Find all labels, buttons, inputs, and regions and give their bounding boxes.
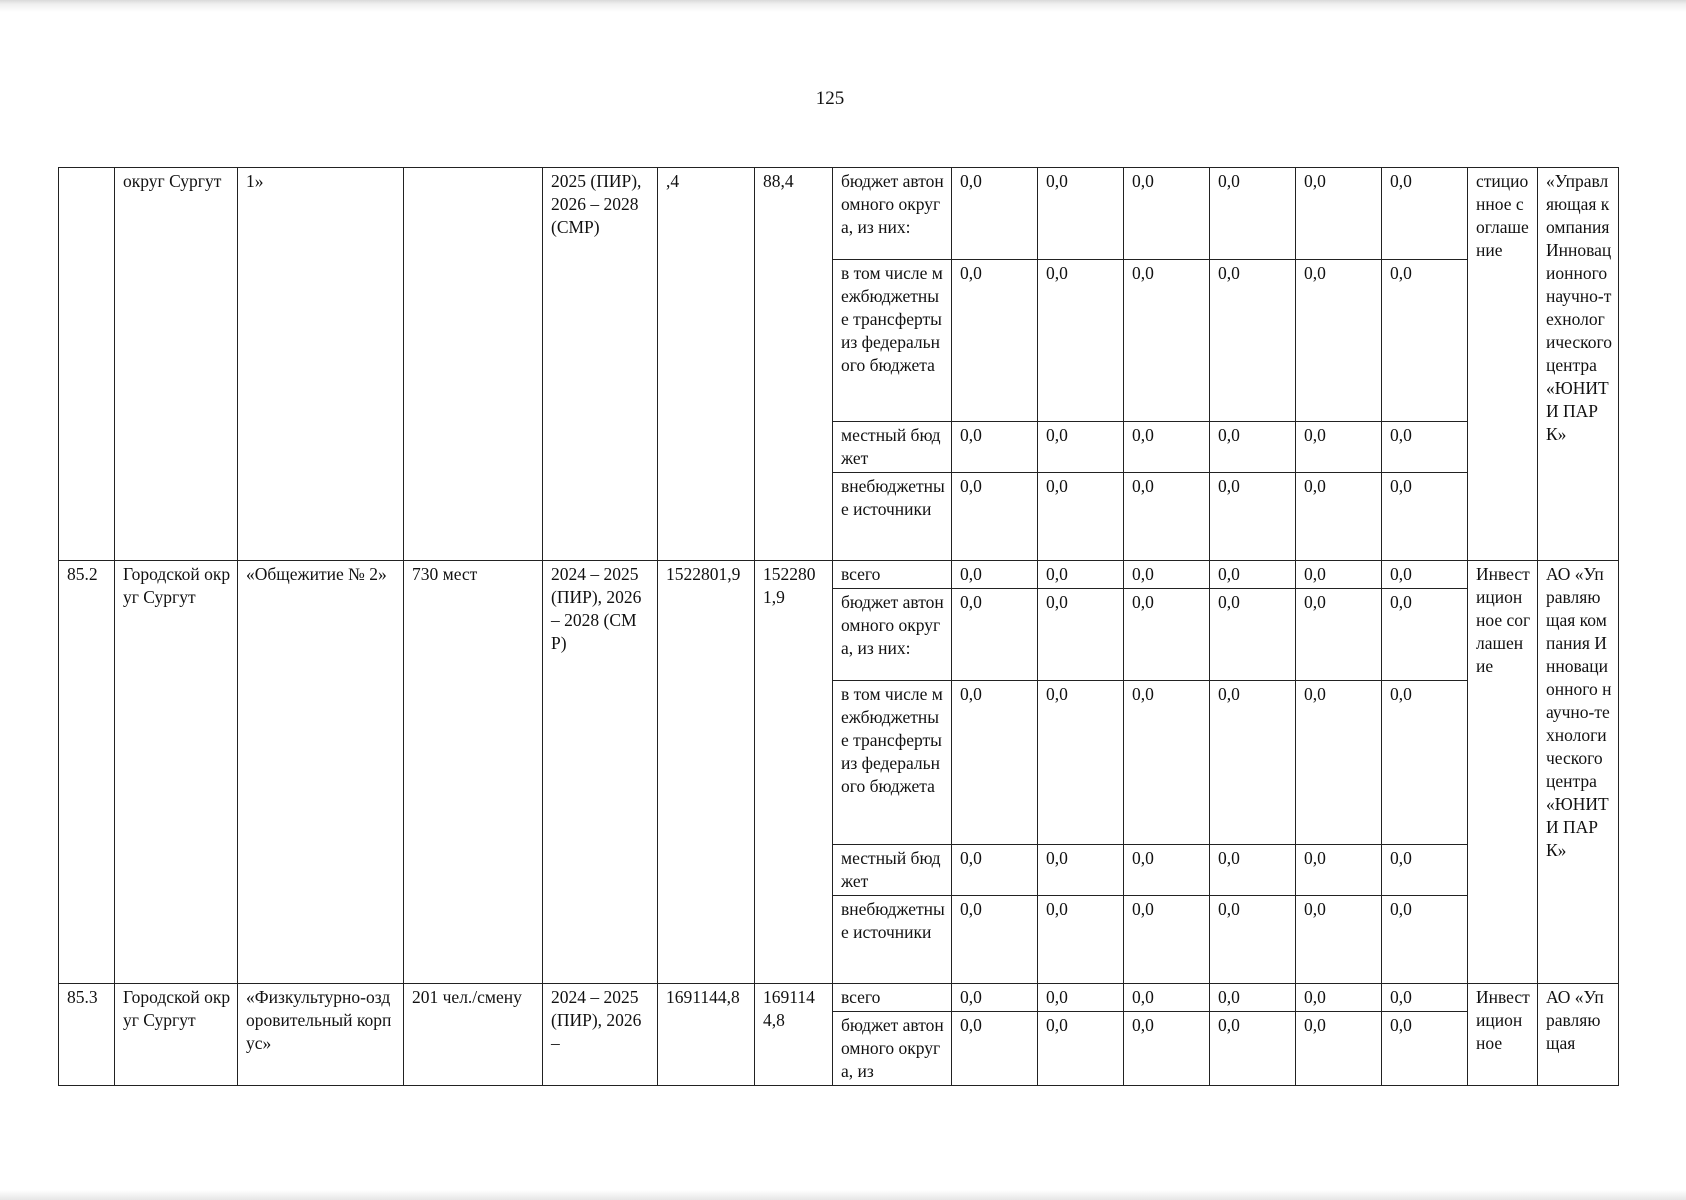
cell-source: в том числе межбюджетные трансферты из федерального бюджета xyxy=(833,260,952,422)
cell-number xyxy=(59,168,115,561)
cell-remaining-cost: 1691144,8 xyxy=(755,984,833,1086)
cell-value: 0,0 xyxy=(952,168,1038,260)
cell-value: 0,0 xyxy=(1382,1012,1468,1086)
cell-source: всего xyxy=(833,561,952,589)
cell-municipality: Городской округ Сургут xyxy=(115,561,238,984)
cell-value: 0,0 xyxy=(1124,896,1210,984)
cell-value: 0,0 xyxy=(1296,260,1382,422)
cell-mechanism: Инвестиционное соглашение xyxy=(1468,561,1538,984)
cell-value: 0,0 xyxy=(1038,473,1124,561)
table-row xyxy=(59,984,1619,1012)
cell-value: 0,0 xyxy=(1210,984,1296,1012)
cell-value: 0,0 xyxy=(1296,589,1382,681)
cell-value: 0,0 xyxy=(952,561,1038,589)
cell-value: 0,0 xyxy=(952,473,1038,561)
cell-capacity: 730 мест xyxy=(404,561,543,984)
cell-value: 0,0 xyxy=(1296,845,1382,896)
cell-value: 0,0 xyxy=(1210,896,1296,984)
investment-table xyxy=(58,167,1619,1086)
cell-value: 0,0 xyxy=(1382,561,1468,589)
cell-municipality: округ Сургут xyxy=(115,168,238,561)
scan-bottom-edge xyxy=(0,1190,1686,1200)
cell-remaining-cost: 88,4 xyxy=(755,168,833,561)
cell-value: 0,0 xyxy=(1382,984,1468,1012)
cell-value: 0,0 xyxy=(1124,422,1210,473)
cell-total-cost: 1522801,9 xyxy=(658,561,755,984)
cell-value: 0,0 xyxy=(952,1012,1038,1086)
cell-value: 0,0 xyxy=(1296,896,1382,984)
cell-value: 0,0 xyxy=(1382,260,1468,422)
cell-value: 0,0 xyxy=(1038,984,1124,1012)
cell-executor: АО «Управляющая xyxy=(1538,984,1619,1086)
cell-value: 0,0 xyxy=(1124,260,1210,422)
cell-value: 0,0 xyxy=(1038,845,1124,896)
cell-source: в том числе межбюджетные трансферты из федерального бюджета xyxy=(833,681,952,845)
cell-value: 0,0 xyxy=(1296,422,1382,473)
cell-value: 0,0 xyxy=(1210,681,1296,845)
cell-value: 0,0 xyxy=(1296,168,1382,260)
cell-total-cost: 1691144,8 xyxy=(658,984,755,1086)
cell-value: 0,0 xyxy=(952,681,1038,845)
cell-value: 0,0 xyxy=(1210,168,1296,260)
cell-value: 0,0 xyxy=(1296,984,1382,1012)
table-row xyxy=(59,168,1619,260)
cell-value: 0,0 xyxy=(1210,561,1296,589)
cell-value: 0,0 xyxy=(1382,422,1468,473)
cell-value: 0,0 xyxy=(1038,260,1124,422)
cell-value: 0,0 xyxy=(1382,845,1468,896)
cell-value: 0,0 xyxy=(952,984,1038,1012)
cell-mechanism: стиционное соглашение xyxy=(1468,168,1538,561)
cell-value: 0,0 xyxy=(1210,422,1296,473)
cell-value: 0,0 xyxy=(1382,589,1468,681)
cell-object: «Физкультурно-оздоровительный корпус» xyxy=(238,984,404,1086)
cell-value: 0,0 xyxy=(1296,1012,1382,1086)
cell-value: 0,0 xyxy=(1210,589,1296,681)
cell-source: местный бюджет xyxy=(833,845,952,896)
cell-source: внебюджетные источники xyxy=(833,473,952,561)
cell-source: внебюджетные источники xyxy=(833,896,952,984)
cell-number: 85.2 xyxy=(59,561,115,984)
cell-value: 0,0 xyxy=(1382,168,1468,260)
cell-value: 0,0 xyxy=(1210,260,1296,422)
cell-value: 0,0 xyxy=(1124,589,1210,681)
cell-executor: АО «Управляющая компания Инновационного научно-технологического центра «ЮНИТИ ПАРК» xyxy=(1538,561,1619,984)
cell-object: 1» xyxy=(238,168,404,561)
cell-value: 0,0 xyxy=(1296,473,1382,561)
cell-value: 0,0 xyxy=(1038,589,1124,681)
cell-value: 0,0 xyxy=(1124,1012,1210,1086)
cell-value: 0,0 xyxy=(1124,681,1210,845)
cell-value: 0,0 xyxy=(952,896,1038,984)
cell-value: 0,0 xyxy=(1038,422,1124,473)
cell-capacity xyxy=(404,168,543,561)
cell-value: 0,0 xyxy=(1038,681,1124,845)
cell-value: 0,0 xyxy=(1038,1012,1124,1086)
cell-executor: «Управляющая компания Инновационного научно-технологического центра «ЮНИТИ ПАРК» xyxy=(1538,168,1619,561)
cell-number: 85.3 xyxy=(59,984,115,1086)
cell-municipality: Городской округ Сургут xyxy=(115,984,238,1086)
cell-source: местный бюджет xyxy=(833,422,952,473)
cell-value: 0,0 xyxy=(952,845,1038,896)
cell-value: 0,0 xyxy=(952,589,1038,681)
cell-value: 0,0 xyxy=(1296,681,1382,845)
cell-value: 0,0 xyxy=(1382,473,1468,561)
cell-value: 0,0 xyxy=(1038,896,1124,984)
cell-mechanism: Инвестиционное xyxy=(1468,984,1538,1086)
cell-value: 0,0 xyxy=(1382,681,1468,845)
cell-value: 0,0 xyxy=(1210,473,1296,561)
cell-value: 0,0 xyxy=(952,260,1038,422)
cell-value: 0,0 xyxy=(1124,168,1210,260)
cell-value: 0,0 xyxy=(1382,896,1468,984)
scan-top-edge xyxy=(0,0,1686,14)
cell-capacity: 201 чел./смену xyxy=(404,984,543,1086)
cell-value: 0,0 xyxy=(1210,1012,1296,1086)
cell-source: бюджет автономного округа, из них: xyxy=(833,589,952,681)
cell-value: 0,0 xyxy=(1124,845,1210,896)
cell-source: всего xyxy=(833,984,952,1012)
cell-source: бюджет автономного округа, из xyxy=(833,1012,952,1086)
cell-value: 0,0 xyxy=(1124,473,1210,561)
cell-period: 2024 – 2025 (ПИР), 2026 – 2028 (СМР) xyxy=(543,561,658,984)
cell-remaining-cost: 1522801,9 xyxy=(755,561,833,984)
cell-object: «Общежитие № 2» xyxy=(238,561,404,984)
cell-period: 2024 – 2025 (ПИР), 2026 – xyxy=(543,984,658,1086)
cell-value: 0,0 xyxy=(1124,561,1210,589)
cell-value: 0,0 xyxy=(1124,984,1210,1012)
cell-value: 0,0 xyxy=(1038,561,1124,589)
cell-value: 0,0 xyxy=(1296,561,1382,589)
cell-period: 2025 (ПИР), 2026 – 2028 (СМР) xyxy=(543,168,658,561)
cell-value: 0,0 xyxy=(1038,168,1124,260)
cell-total-cost: ,4 xyxy=(658,168,755,561)
cell-source: бюджет автономного округа, из них: xyxy=(833,168,952,260)
cell-value: 0,0 xyxy=(952,422,1038,473)
page-number: 125 xyxy=(815,88,845,109)
table-row xyxy=(59,561,1619,589)
cell-value: 0,0 xyxy=(1210,845,1296,896)
